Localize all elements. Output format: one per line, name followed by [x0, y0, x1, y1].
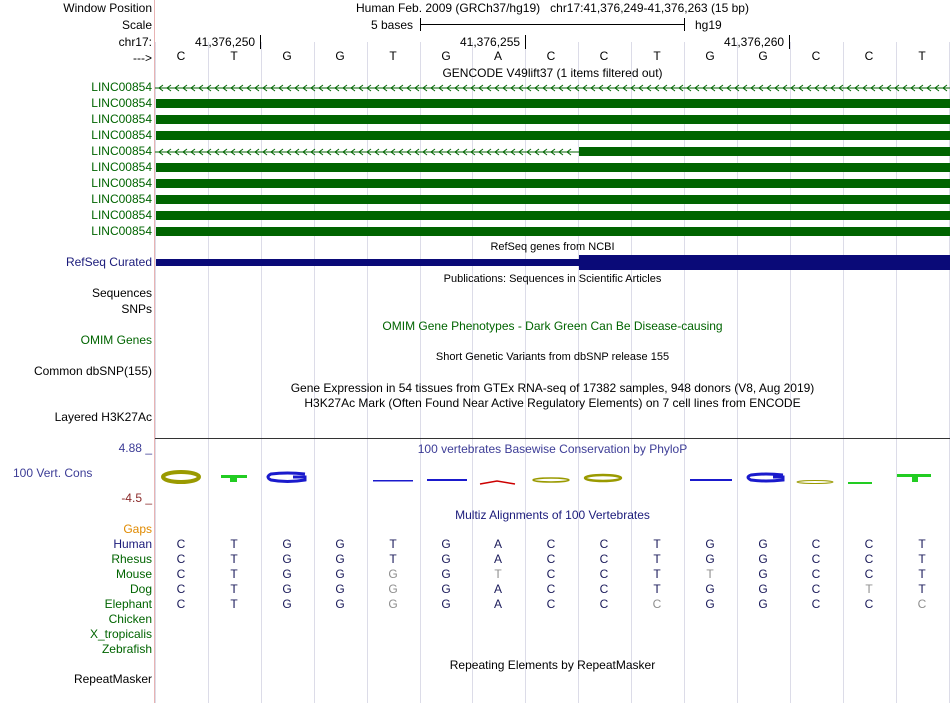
species-label[interactable]: Elephant: [104, 597, 152, 611]
alignment-base: G: [705, 597, 715, 611]
logo-base-c: [585, 475, 621, 481]
logo-base-g: [748, 474, 783, 481]
dbsnp-track-title: Short Genetic Variants from dbSNP release 155: [435, 351, 670, 363]
refseq-label[interactable]: RefSeq Curated: [65, 255, 152, 269]
window-position-label: Window Position: [63, 1, 152, 15]
alignment-base: C: [176, 582, 186, 596]
alignment-base: G: [388, 582, 398, 596]
scale-label: Scale: [121, 18, 152, 32]
base-letter: G: [335, 49, 345, 63]
base-letter: G: [705, 49, 715, 63]
alignment-base: A: [493, 597, 502, 611]
species-label[interactable]: X_tropicalis: [89, 627, 152, 641]
alignment-base: C: [864, 537, 874, 551]
grid-line: [631, 42, 632, 703]
base-letter: G: [282, 49, 292, 63]
species-label[interactable]: Mouse: [115, 567, 152, 581]
alignment-base: C: [599, 537, 609, 551]
grid-line: [314, 42, 315, 703]
gencode-exon[interactable]: [156, 227, 950, 236]
alignment-base: C: [599, 552, 609, 566]
alignment-base: G: [282, 597, 292, 611]
conservation-max: 4.88 _: [118, 441, 152, 455]
gencode-exon[interactable]: [579, 147, 950, 156]
alignment-base: T: [389, 552, 397, 566]
gencode-item-label[interactable]: LINC00854: [91, 112, 152, 126]
refseq-utr[interactable]: [156, 259, 579, 266]
logo-base-t-stem: [912, 474, 918, 482]
alignment-base: G: [335, 537, 345, 551]
alignment-base: C: [599, 567, 609, 581]
ruler-number: 41,376,255: [460, 35, 521, 49]
scale-text: 5 bases: [371, 18, 414, 32]
gencode-item-label[interactable]: LINC00854: [91, 160, 152, 174]
omim-track-title: OMIM Gene Phenotypes - Dark Green Can Be Disease-causing: [382, 319, 723, 333]
publications-track-title: Publications: Sequences in Scientific Articles: [443, 273, 662, 285]
species-label[interactable]: Human: [113, 537, 152, 551]
alignment-base: C: [811, 552, 821, 566]
alignment-base: G: [441, 597, 451, 611]
gencode-item-label[interactable]: LINC00854: [91, 176, 152, 190]
grid-line: [420, 42, 421, 703]
alignment-base: G: [335, 552, 345, 566]
alignment-base: T: [230, 582, 238, 596]
gencode-item-label[interactable]: LINC00854: [91, 128, 152, 142]
alignment-base: G: [282, 567, 292, 581]
ruler-number: 41,376,250: [195, 35, 256, 49]
base-letter: C: [546, 49, 556, 63]
species-label[interactable]: Zebrafish: [101, 642, 152, 656]
alignment-base: A: [493, 582, 502, 596]
alignment-base: C: [546, 552, 556, 566]
base-letter: C: [176, 49, 186, 63]
grid-line: [737, 42, 738, 703]
alignment-base: T: [653, 567, 661, 581]
gaps-label[interactable]: Gaps: [123, 522, 152, 536]
chrom-label: chr17:: [118, 35, 152, 49]
ruler-tick: [525, 35, 526, 49]
logo-base-a: [480, 481, 515, 484]
alignment-base: G: [388, 597, 398, 611]
alignment-base: C: [546, 582, 556, 596]
alignment-base: C: [811, 597, 821, 611]
alignment-base: G: [705, 552, 715, 566]
alignment-base: T: [230, 597, 238, 611]
base-letter: C: [864, 49, 874, 63]
alignment-base: G: [388, 567, 398, 581]
logo-base-t-small: [848, 482, 872, 484]
alignment-base: C: [176, 537, 186, 551]
scale-bar: [420, 24, 685, 25]
alignment-base: C: [546, 597, 556, 611]
scale-db: hg19: [695, 18, 722, 32]
grid-line: [261, 42, 262, 703]
conservation-track-title: 100 vertebrates Basewise Conservation by PhyloP: [417, 442, 688, 456]
conservation-label[interactable]: 100 Vert. Cons: [13, 466, 93, 480]
alignment-base: C: [811, 537, 821, 551]
alignment-base: G: [705, 537, 715, 551]
species-label[interactable]: Rhesus: [111, 552, 152, 566]
gencode-item-label[interactable]: LINC00854: [91, 96, 152, 110]
scale-bar-right-end: [684, 18, 685, 31]
alignment-base: T: [230, 552, 238, 566]
alignment-base: C: [176, 597, 186, 611]
alignment-base: C: [811, 567, 821, 581]
grid-line: [790, 42, 791, 703]
alignment-base: T: [865, 582, 873, 596]
alignment-base: G: [758, 597, 768, 611]
base-letter: C: [599, 49, 609, 63]
logo-base-g: [268, 473, 305, 482]
h3k27ac-track-title: H3K27Ac Mark (Often Found Near Active Regulatory Elements) on 7 cell lines from ENCODE: [304, 396, 801, 410]
grid-line: [843, 42, 844, 703]
alignment-base: C: [599, 597, 609, 611]
alignment-base: T: [494, 567, 502, 581]
alignment-base: C: [546, 567, 556, 581]
alignment-base: T: [653, 582, 661, 596]
alignment-base: T: [918, 552, 926, 566]
alignment-base: G: [758, 552, 768, 566]
alignment-base: G: [441, 537, 451, 551]
alignment-base: G: [758, 582, 768, 596]
alignment-base: T: [706, 567, 714, 581]
base-letter: T: [918, 49, 926, 63]
alignment-base: C: [917, 597, 927, 611]
alignment-base: C: [652, 597, 662, 611]
alignment-base: G: [758, 537, 768, 551]
base-letter: T: [653, 49, 661, 63]
alignment-base: C: [546, 537, 556, 551]
alignment-base: T: [230, 567, 238, 581]
logo-base-g-small: [373, 480, 413, 482]
alignment-base: G: [282, 552, 292, 566]
gencode-exon[interactable]: [156, 115, 950, 124]
alignment-base: G: [441, 567, 451, 581]
alignment-base: G: [705, 582, 715, 596]
alignment-base: G: [758, 567, 768, 581]
refseq-exon[interactable]: [579, 255, 950, 270]
multiz-track-title: Multiz Alignments of 100 Vertebrates: [455, 508, 650, 522]
base-letter: A: [493, 49, 502, 63]
alignment-base: G: [282, 537, 292, 551]
assembly-text: Human Feb. 2009 (GRCh37/hg19): [356, 1, 541, 15]
gencode-item-label[interactable]: LINC00854: [91, 80, 152, 94]
species-label[interactable]: Chicken: [108, 612, 152, 626]
sequences-label[interactable]: Sequences: [91, 286, 152, 300]
gencode-exon[interactable]: [156, 211, 950, 220]
scale-bar-left-end: [420, 18, 421, 31]
species-label[interactable]: Dog: [129, 582, 152, 596]
alignment-base: T: [389, 537, 397, 551]
base-letter: T: [230, 49, 238, 63]
conservation-logo[interactable]: [155, 460, 950, 490]
gencode-exon[interactable]: [156, 179, 950, 188]
alignment-base: G: [441, 552, 451, 566]
alignment-base: C: [864, 552, 874, 566]
h3k27ac-label[interactable]: Layered H3K27Ac: [54, 410, 152, 424]
base-letter: T: [389, 49, 397, 63]
alignment-base: T: [918, 537, 926, 551]
logo-base-c: [163, 472, 199, 482]
gencode-intron[interactable]: [155, 82, 950, 94]
alignment-base: C: [176, 567, 186, 581]
ruler-tick: [260, 35, 261, 49]
position-text: chr17:41,376,249-41,376,263 (15 bp): [550, 1, 749, 15]
alignment-base: G: [335, 567, 345, 581]
alignment-base: C: [864, 597, 874, 611]
alignment-base: G: [441, 582, 451, 596]
grid-line: [472, 42, 473, 703]
grid-line: [578, 42, 579, 703]
gencode-exon[interactable]: [156, 99, 950, 108]
base-letter: C: [811, 49, 821, 63]
base-letter: G: [758, 49, 768, 63]
alignment-base: T: [653, 537, 661, 551]
gencode-track-title: GENCODE V49lift37 (1 items filtered out): [442, 66, 663, 80]
gencode-item-label[interactable]: LINC00854: [91, 144, 152, 158]
alignment-base: T: [230, 537, 238, 551]
grid-line: [367, 42, 368, 703]
logo-base-t-stem: [230, 475, 237, 482]
omim-label[interactable]: OMIM Genes: [80, 333, 152, 347]
gencode-exon[interactable]: [156, 195, 950, 204]
logo-base-g-small: [427, 479, 467, 481]
logo-base-g-small: [690, 479, 732, 481]
alignment-base: A: [493, 552, 502, 566]
alignment-base: T: [918, 567, 926, 581]
gencode-item-label[interactable]: LINC00854: [91, 224, 152, 238]
alignment-base: A: [493, 537, 502, 551]
grid-line: [684, 42, 685, 703]
alignment-base: C: [176, 552, 186, 566]
alignment-base: C: [811, 582, 821, 596]
alignment-base: C: [864, 567, 874, 581]
snps-label[interactable]: SNPs: [121, 302, 152, 316]
window-position[interactable]: [155, 1, 950, 16]
alignment-base: T: [653, 552, 661, 566]
gencode-exon[interactable]: [156, 163, 950, 172]
logo-base-c-small: [797, 481, 833, 484]
conservation-min: -4.5 _: [121, 491, 152, 505]
grid-line: [896, 42, 897, 703]
ruler-tick: [789, 35, 790, 49]
dbsnp-label[interactable]: Common dbSNP(155): [33, 364, 152, 378]
track-divider: [155, 438, 950, 439]
grid-line: [525, 42, 526, 703]
alignment-base: G: [335, 582, 345, 596]
gencode-exon[interactable]: [156, 131, 950, 140]
logo-base-c-small: [533, 478, 569, 482]
ruler-number: 41,376,260: [724, 35, 785, 49]
refseq-track-title: RefSeq genes from NCBI: [490, 241, 615, 253]
grid-line: [208, 42, 209, 703]
gtex-track-title: Gene Expression in 54 tissues from GTEx RNA-seq of 17382 samples, 948 donors (V8, Aug 2019): [290, 381, 815, 395]
grid-line: [155, 42, 156, 703]
alignment-base: G: [335, 597, 345, 611]
alignment-base: C: [599, 582, 609, 596]
alignment-base: T: [918, 582, 926, 596]
base-letter: G: [441, 49, 451, 63]
repeatmasker-track-title: Repeating Elements by RepeatMasker: [449, 658, 656, 672]
strand-arrow-label: --->: [133, 51, 152, 65]
gencode-item-label[interactable]: LINC00854: [91, 208, 152, 222]
repeatmasker-label[interactable]: RepeatMasker: [73, 672, 152, 686]
alignment-base: G: [282, 582, 292, 596]
gencode-item-label[interactable]: LINC00854: [91, 192, 152, 206]
